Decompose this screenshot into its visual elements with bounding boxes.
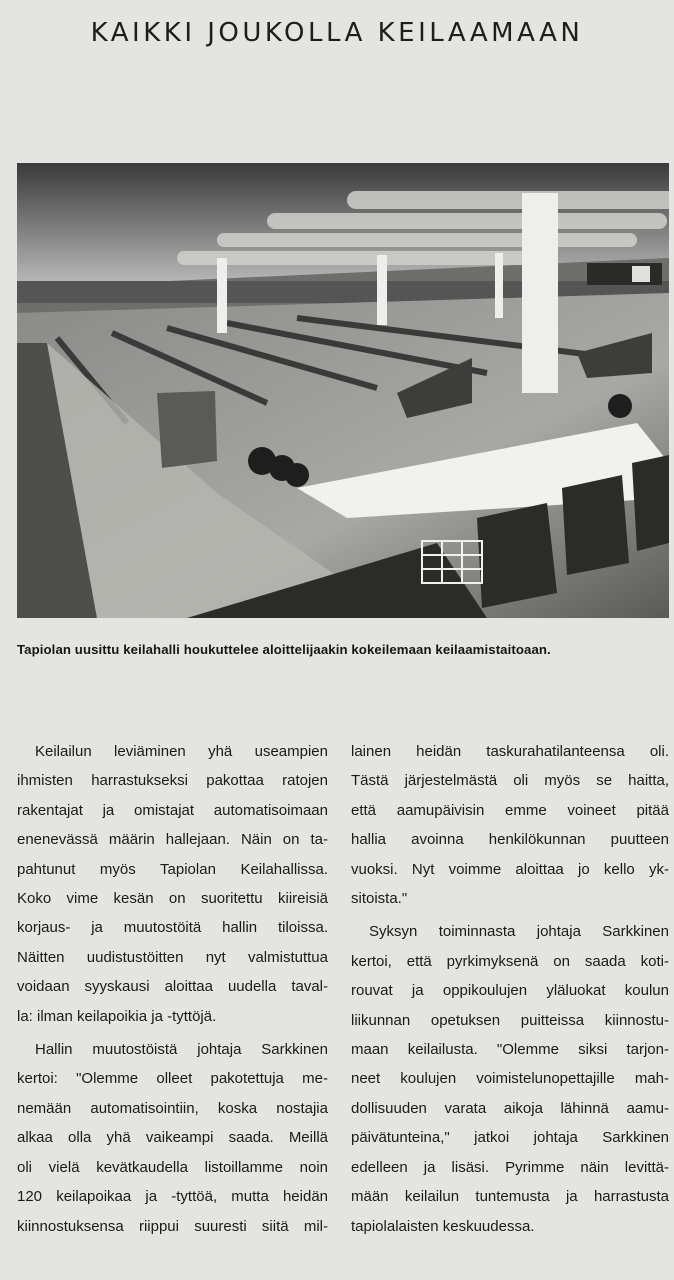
text-line: 120 keilapoikaa ja -tyttöä, mutta heidän — [17, 1188, 328, 1206]
text-line: rakentajat ja omistajat automatisoimaan — [17, 801, 328, 819]
text-line: kertoi, että pyrkimyksenä on saada koti- — [351, 952, 669, 970]
text-line: tapiolalaisten keskuudessa. — [351, 1217, 535, 1235]
text-line: voidaan syyskausi aloittaa uudella taval- — [17, 978, 328, 996]
photo-caption: Tapiolan uusittu keilahalli houkuttelee aloittelijaakin kokeilemaan keilaamistaitoaan. — [17, 642, 551, 657]
paragraph — [351, 737, 669, 913]
text-line: liikunnan opetuksen puitteissa kiinnostu- — [351, 1011, 669, 1029]
text-line: Tästä järjestelmästä oli myös se haitta, — [351, 772, 669, 790]
paragraph — [17, 1035, 328, 1241]
text-line: ihmisten harrastukseksi pakottaa ratojen — [17, 772, 328, 790]
text-line: dollisuuden varata aikoja lähinnä aamu- — [351, 1099, 669, 1117]
text-line: alkaa olla yhä vaikeampi saada. Meillä — [17, 1129, 328, 1147]
text-line: Hallin muutostöistä johtaja Sarkkinen — [35, 1041, 328, 1059]
text-line: Koko vime kesän on suoritettu kiireisiä — [17, 890, 328, 908]
text-line: rouvat ja oppikoulujen yläluokat koulun — [351, 982, 669, 1000]
bowling-alley-photo — [17, 163, 669, 618]
text-line: Syksyn toiminnasta johtaja Sarkkinen — [369, 923, 669, 941]
text-line: la: ilman keilapoikia ja -tyttöjä. — [17, 1007, 217, 1025]
paragraph — [17, 737, 328, 1031]
text-line: kertoi: "Olemme olleet pakotettuja me- — [17, 1070, 328, 1088]
text-line: sitoista." — [351, 890, 408, 908]
text-line: nemään automatisointiin, koska nostajia — [17, 1099, 328, 1117]
article-headline: KAIKKI JOUKOLLA KEILAAMAAN — [90, 18, 584, 48]
text-line: mään keilailun tuntemusta ja harrastusta — [351, 1188, 669, 1206]
article-column-right — [351, 737, 669, 1245]
article-column-left — [17, 737, 328, 1245]
text-line: oli vielä kevätkaudella listoillamme noin — [17, 1158, 328, 1176]
text-line: kiinnostuksensa riippui suuresti siitä mil- — [17, 1217, 328, 1235]
text-line: pahtunut myös Tapiolan Keilahallissa. — [17, 860, 328, 878]
text-line: edelleen ja lisäsi. Pyrimme näin levittä- — [351, 1158, 669, 1176]
text-line: vuoksi. Nyt voimme aloittaa jo kello yk- — [351, 860, 669, 878]
text-line: Keilailun leviäminen yhä useampien — [35, 743, 328, 760]
text-line: hallia avoinna henkilökunnan puutteen — [351, 831, 669, 849]
text-line: neet koulujen voimistelunopettajille mah- — [351, 1070, 669, 1088]
text-line: korjaus- ja muutostöitä hallin tiloissa. — [17, 919, 328, 937]
text-line: päivätunteina," jatkoi johtaja Sarkkinen — [351, 1129, 669, 1147]
text-line: Näitten uudistustöitten nyt valmistuttua — [17, 948, 328, 966]
paragraph — [351, 917, 669, 1240]
text-line: enenevässä määrin hallejaan. Näin on ta- — [17, 831, 328, 849]
text-line: lainen heidän taskurahatilanteensa oli. — [351, 743, 669, 760]
text-line: että aamupäivisin emme voineet pitää — [351, 801, 669, 819]
text-line: maan keilailusta. "Olemme siksi tarjon- — [351, 1041, 669, 1059]
